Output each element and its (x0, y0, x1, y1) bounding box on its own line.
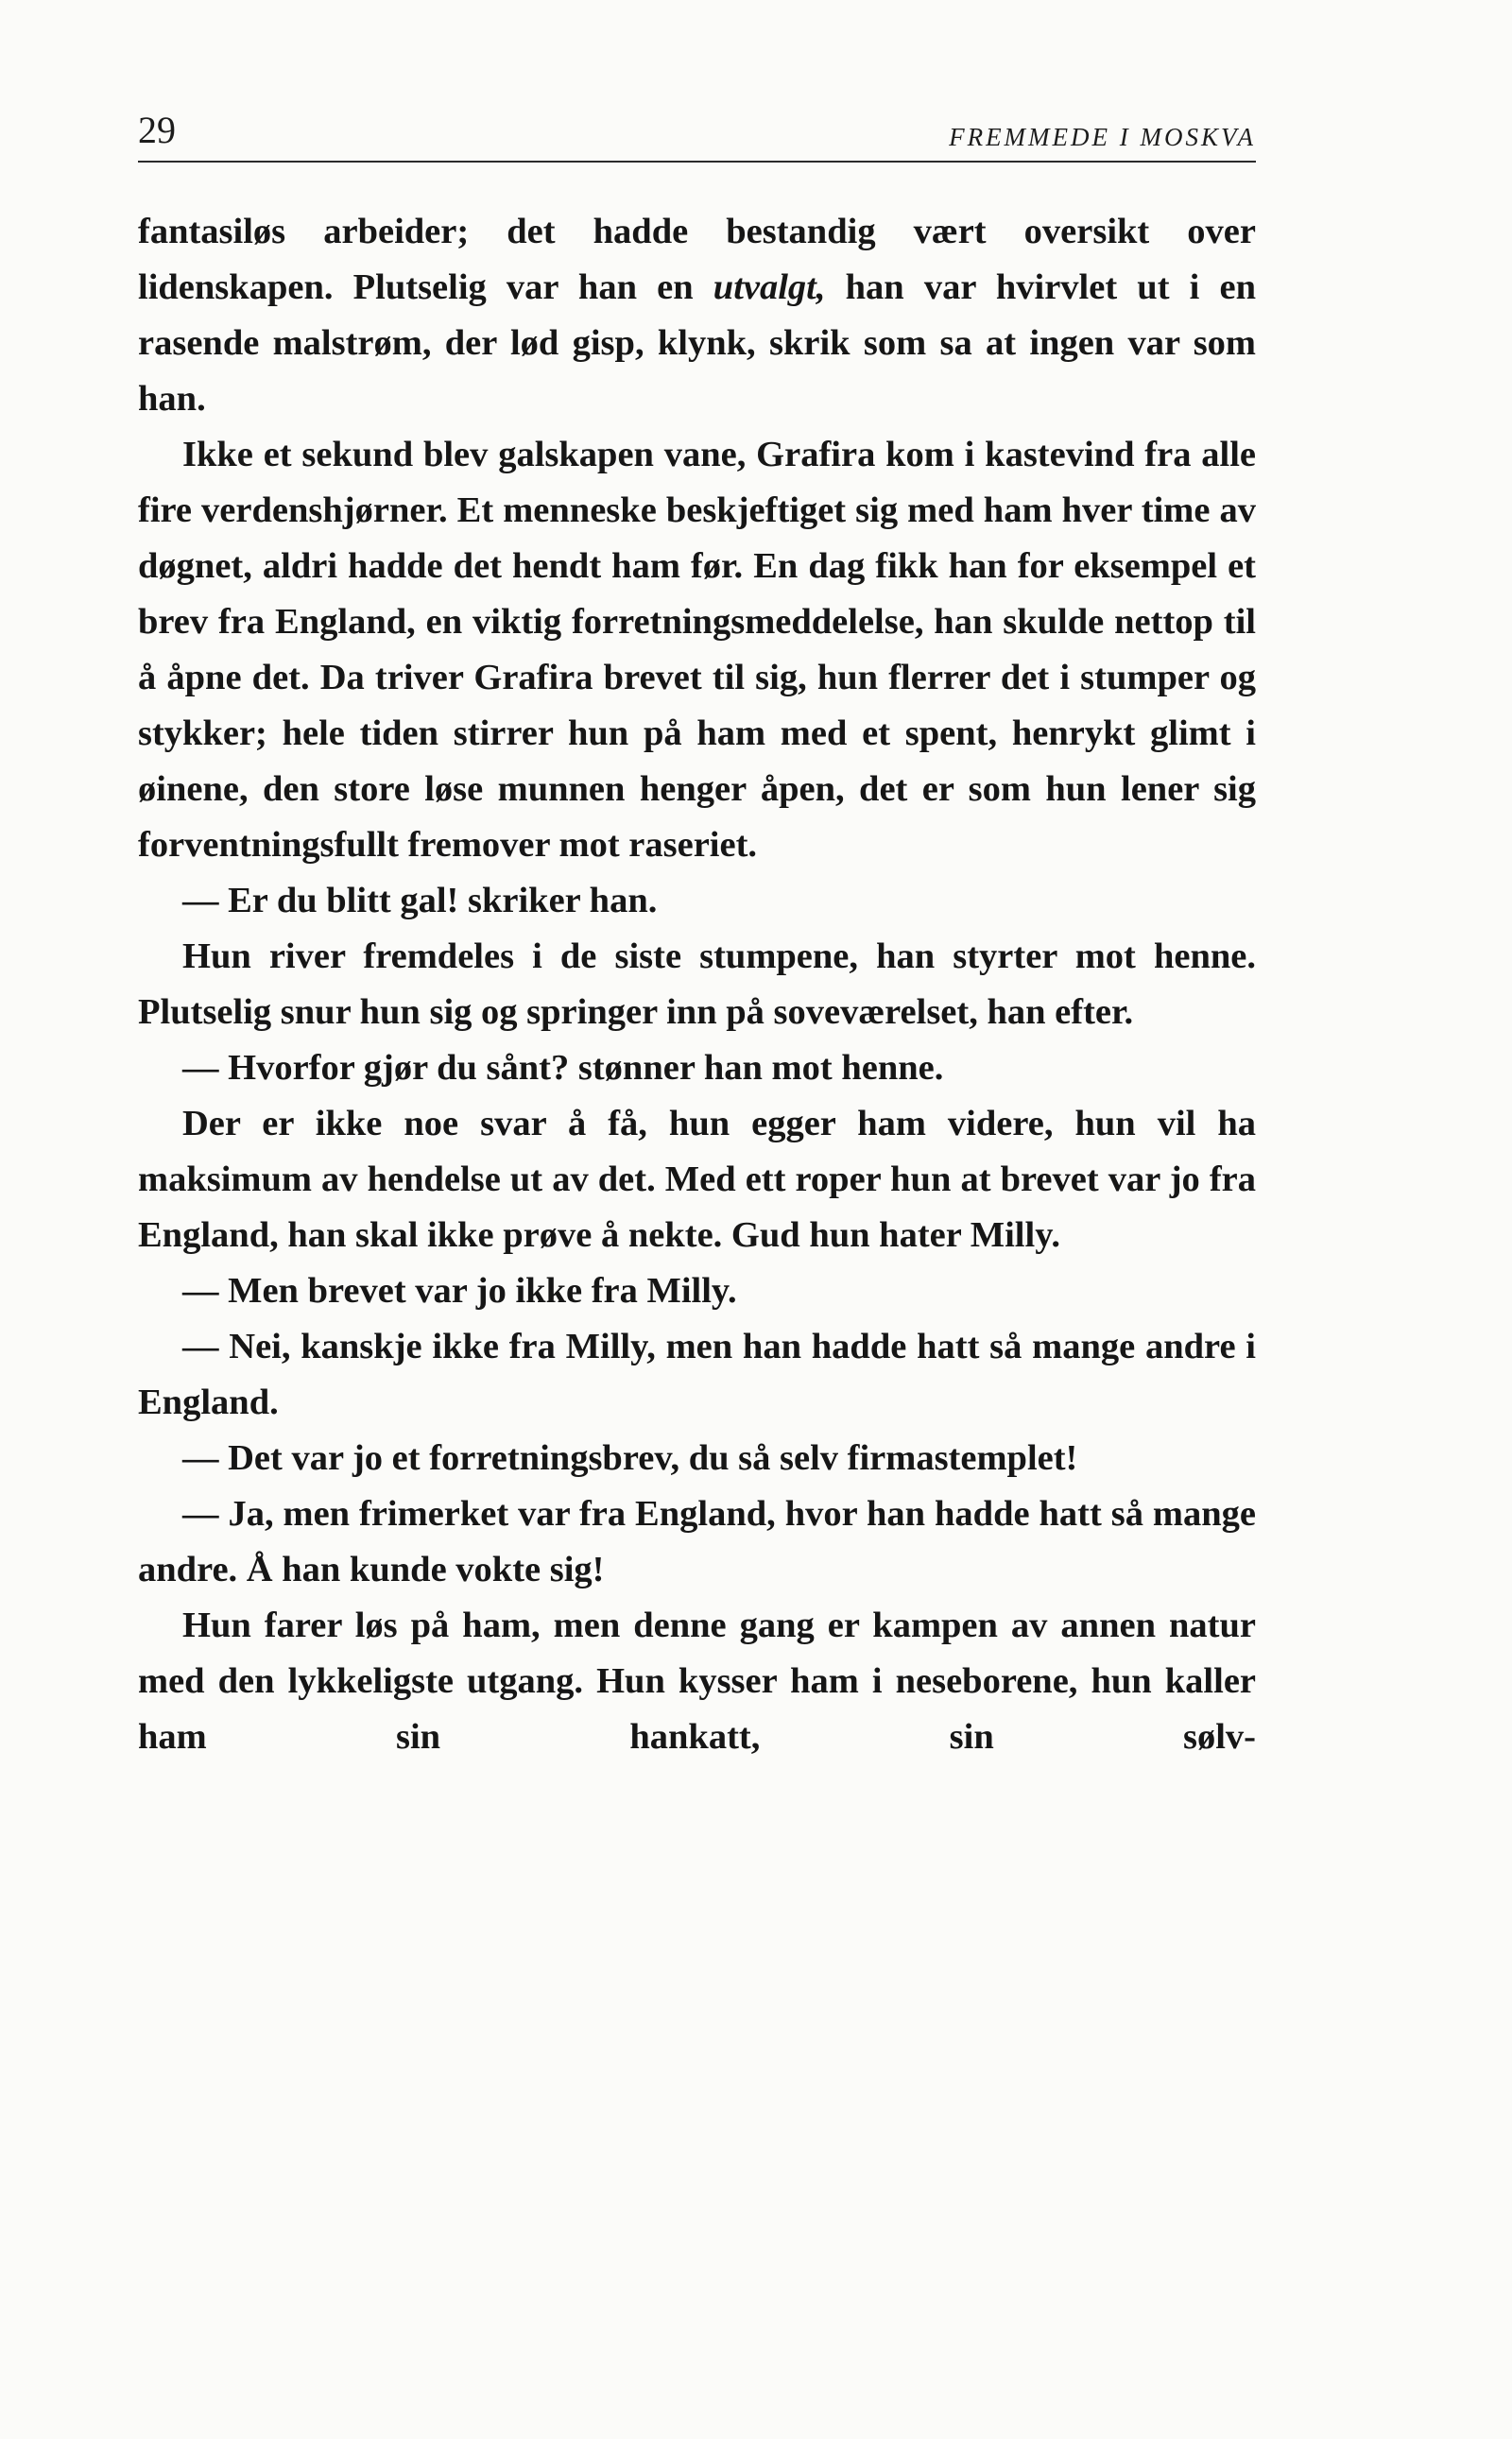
paragraph-8-dialogue: — Nei, kanskje ikke fra Milly, men han hadde hatt så mange andre i England. (138, 1327, 1256, 1422)
paragraph-9-dialogue: — Det var jo et forretningsbrev, du så selv firmastemplet! (182, 1438, 1078, 1478)
paragraph-2: Ikke et sekund blev galskapen vane, Grafira kom i kastevind fra alle fire verdenshjørner. Et menneske beskjeftiget sig med ham hver time av døgnet, aldri hadde det hendt ham før. En dag fikk han for eksempel et brev fra England, en viktig forretningsmeddelelse, han skulde nettop til å åpne det. Da triver Grafira brevet til sig, hun flerrer det i stumper og stykker; hele tiden stirrer hun på ham med et spent, henrykt glimt i øinene, den store løse munnen henger åpen, det er som hun lener sig forventningsfullt fremover mot raseriet. (138, 435, 1256, 865)
paragraph-4: Hun river fremdeles i de siste stumpene, han styrter mot henne. Plutselig snur hun sig og springer inn på soveværelset, han efter. (138, 936, 1256, 1032)
paragraph-6: Der er ikke noe svar å få, hun egger ham videre, hun vil ha maksimum av hendelse ut av det. Med ett roper hun at brevet var jo fra England, han skal ikke prøve å nekte. Gud hun hater Milly. (138, 1104, 1256, 1255)
body-text (138, 204, 1256, 1765)
paragraph-10-dialogue: — Ja, men frimerket var fra England, hvor han hadde hatt så mange andre. Å han kunde vokte sig! (138, 1494, 1256, 1589)
paragraph-5-dialogue: — Hvorfor gjør du sånt? stønner han mot henne. (182, 1048, 944, 1088)
paragraph-3-dialogue: — Er du blitt gal! skriker han. (182, 881, 658, 920)
book-page (138, 104, 1256, 1765)
running-head (138, 104, 1256, 163)
paragraph-1-text-end: han var hvirvlet ut i en rasende malstrøm, der lød gisp, klynk, skrik som sa at ingen var som han. (138, 267, 1256, 419)
paragraph-1-emphasis: utvalgt, (713, 267, 826, 307)
page-number: 29 (138, 109, 176, 151)
paragraph-7-dialogue: — Men brevet var jo ikke fra Milly. (182, 1271, 737, 1311)
paragraph-1-text-start: fantasiløs arbeider; det hadde bestandig vært oversikt over lidenskapen. Plutselig var han en (138, 212, 1256, 307)
paragraph-1 (138, 204, 1256, 427)
paragraph-11: Hun farer løs på ham, men denne gang er kampen av annen natur med den lykkeligste utgang. Hun kysser ham i neseborene, hun kaller ham sin hankatt, sin sølv- (138, 1606, 1256, 1757)
running-title: FREMMEDE I MOSKVA (949, 123, 1256, 151)
